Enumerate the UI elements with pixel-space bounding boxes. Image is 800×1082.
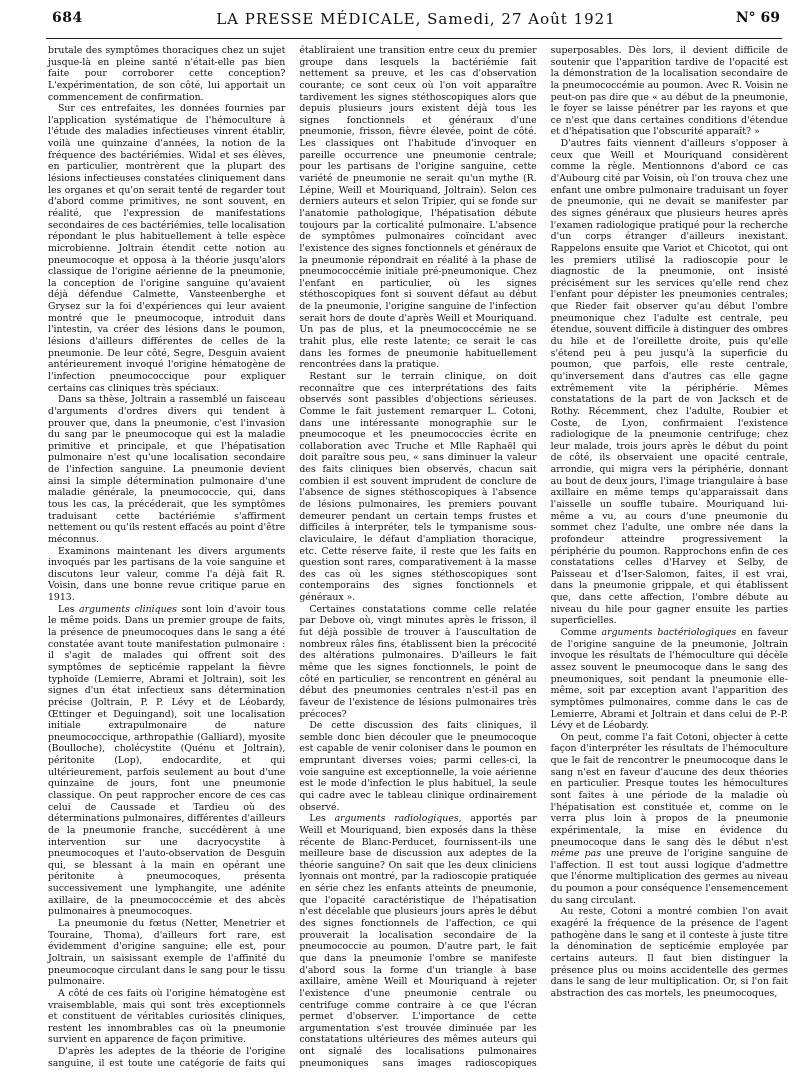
article-paragraph: Certaines constatations comme celle relatée par Debove où, vingt minutes après le frisson, il fut déjà possible de trouver à l'auscultation de nombreux râles fins, établissent bien la précocité des altérations pulmonaires. D'ailleurs le fait même que les signes fonctionnels, le point de côté en particulier, se rencontrent en général au début des pneumonies centrales n'est-il pas en faveur de l'existence de lésions pulmonaires très précoces? [299, 603, 537, 720]
article-paragraph: D'après les adeptes de la théorie de l'origine sanguine, il est toute une catégorie de faits qui établiraient une transition entre ceux du premier groupe dans lesquels la bactériémie fait nettement sa preuve, et les cas d'observation courante; ce sont ceux où l'on voit apparaître tardivement les signes stéthoscopiques alors que depuis plusieurs jours existent déjà tous les signes fonctionnels et généraux d'une pneumonie, frisson, fièvre élevée, point de côté. Les classiques ont l'habitude d'invoquer en pareille occurrence une pneumonie centrale; pour les partisans de l'origine sanguine, cette variété de pneumonie ne serait qu'un mythe (R. Lépine, Weill et Mouriquand, Joltrain). Selon ces derniers auteurs et selon Tripier, qui se fonde sur l'anatomie pathologique, l'hépatisation débute toujours par la corticalité pulmonaire. L'absence de symptômes pulmonaires coïncidant avec l'existence des signes fonctionnels et généraux de la pneumonie répondrait en réalité à la phase de pneumococcémie initiale pré-pneumonique. Chez l'enfant en particulier, où les signes stéthoscopiques font si souvent défaut au début de la pneumonie, l'origine sanguine de l'infection serait hors de doute d'après Weill et Mouriquand. Un pas de plus, et la pneumococcémie ne se trahit plus, elle reste latente; ce serait le cas dans les formes de pneumonie habituellement rencontrées dans la pratique. [48, 45, 537, 1069]
article-paragraph: Dans sa thèse, Joltrain a rassemblé un faisceau d'arguments d'ordres divers qui tendent à prouver que, dans la pneumonie, c'est l'invasion du sang par le pneumocoque qui est la maladie primitive et principale, et que l'hépatisation pulmonaire n'est qu'une localisation secondaire de l'infection sanguine. La pneumonie devient ainsi la simple détermination pulmonaire d'une maladie générale, la pneumococcie, qui, dans tous les cas, la précéderait, que les symptômes traduisant cette bactériémie s'affirment nettement ou qu'ils restent effacés au point d'être méconnus. [48, 394, 286, 545]
article-paragraph: La pneumonie du fœtus (Netter, Menetrier et Touraine, Thoma), d'ailleurs fort rare, est évidemment d'origine sanguine; elle est, pour Joltrain, un saisissant exemple de l'affinité du pneumocoque circulant dans le sang pour le tissu pulmonaire. [48, 918, 286, 988]
article-paragraph: Comme arguments bactériologiques en faveur de l'origine sanguine de la pneumonie, Joltrain invoque les résultats de l'hémoculture qui décèle assez souvent le pneumocoque dans le sang des pneumoniques, soit pendant la pneumonie elle-même, soit par exception avant l'apparition des symptômes pulmonaires, comme dans le cas de Lemierre, Abrami et Joltrain et dans celui de P.-P. Lévy et de Léobardy. [550, 627, 788, 732]
article-paragraph: A côté de ces faits où l'origine hématogène est vraisemblable, mais qui sont très exceptionnels et constituent de véritables curiosités cliniques, restent les innombrables cas où la pneumonie survient en apparence de façon primitive. [48, 987, 286, 1046]
page-number: 684 [52, 10, 83, 26]
issue-date: Samedi, 27 Août 1921 [427, 10, 616, 28]
article-paragraph: brutale des symptômes thoraciques chez un sujet jusque-là en pleine santé n'était-elle pas bien faite pour corroborer cette conception? L'expérimentation, de son côté, lui apportait un commencement de confirmation. [48, 45, 286, 103]
journal-name: LA PRESSE MÉDICALE, [216, 10, 422, 28]
article-paragraph: D'autres faits viennent d'ailleurs s'opposer à ceux que Weill et Mouriquand considèrent comme la règle. Mentionnons d'abord ce cas d'Aubourg cité par Voisin, où l'on trouva chez une enfant une ombre pulmonaire traduisant un foyer de pneumonie, qui ne devait se manifester par des signes généraux que plusieurs heures après l'examen radiologique pratiqué pour la recherche d'un corps étranger d'ailleurs inexistant. Rappelons ensuite que Variot et Chicotot, qui ont les premiers utilisé la radioscopie pour le diagnostic de la pneumonie, ont insisté précisément sur les services qu'elle rend chez l'enfant pour dépister les pneumonies centrales; que Rieder fait observer qu'au début l'ombre pneumonique chez l'adulte est centrale, peu étendue, souvent difficile à distinguer des ombres du hile et de l'oreillette droite, puis qu'elle s'étend peu à peu jusqu'à la superficie du poumon, que parfois, elle reste centrale, qu'inversement dans d'autres cas elle gagne extrêmement vite la périphérie. Mêmes constatations de la part de von Jacksch et de Rothy. Récemment, chez l'adulte, Roubier et Coste, de Lyon, confirmaient l'existence radiologique de la pneumonie centrifuge; chez leur malade, trois jours après le début du point de côté, ils observaient une opacité centrale, arrondie, qui migra vers la périphérie, donnant au bout de deux jours, l'image triangulaire à base axillaire en même temps qu'apparaissait dans l'aisselle un souffle tubaire. Mouriquand lui-même a vu, au cours d'une pneumonie du sommet chez l'adulte, une ombre née dans la profondeur atteindre progressivement la périphérie du poumon. Rapprochons enfin de ces constatations celles d'Harvey et Selby, de Paisseau et d'Iser-Salomon, faites, il est vrai, dans la pneumonie grippale, et qui établissent que, dans cette affection, l'ombre débute au niveau du hile pour gagner ensuite les parties superficielles. [550, 138, 788, 627]
article-paragraph: Examinons maintenant les divers arguments invoqués par les partisans de la voie sanguine et discutons leur valeur, comme l'a déjà fait R. Voisin, dans une bonne revue critique parue en 1913. [48, 545, 286, 604]
article-paragraph: Sur ces entrefaites, les données fournies par l'application systématique de l'hémoculture à l'étude des maladies infectieuses vinrent établir, voilà une quinzaine d'années, la notion de la fréquence des bactériémies. Widal et ses élèves, en particulier, montrèrent que la plupart des lésions infectieuses constatées cliniquement dans les organes et qu'on serait tenté de regarder tout d'abord comme primitives, ne sont souvent, en réalité, que l'expression de manifestations secondaires de ces bactériémies, telle localisation répondant le plus habituellement à telle espèce microbienne. Joltrain étendit cette notion au pneumocoque et opposa à la théorie jusqu'alors classique de l'origine aérienne de la pneumonie, la conception de l'origine sanguine qu'avaient déjà défendue Calmette, Vansteenberghe et Grysez sur la foi d'expériences qui leur avaient montré que le pneumocoque, introduit dans l'intestin, va créer des lésions dans le poumon, lésions d'ailleurs différentes de celles de la pneumonie. De leur côté, Segre, Desguin avaient antérieurement invoqué l'origine hématogène de l'infection pneumococcique pour expliquer certains cas cliniques très spéciaux. [48, 103, 286, 394]
article-paragraph: Au reste, Cotoni a montré combien l'on avait exagéré la fréquence de la présence de l'agent pathogène dans le sang et il conteste à juste titre la dénomination de septicémie employée par certains auteurs. Il faut bien distinguer la présence plus ou moins accidentelle des germes dans le sang de leur multiplication. Or, si l'on fait abstraction des cas mortels, les pneumocoques, [550, 906, 788, 999]
header-rule [46, 38, 782, 39]
issue-number: N° 69 [735, 10, 780, 26]
article-paragraph: De cette discussion des faits cliniques, il semble donc bien découler que le pneumocoque est capable de venir coloniser dans le poumon en empruntant diverses voies; parmi celles-ci, la voie sanguine est exceptionnelle, la voie aérienne est le mode d'infection le plus habituel, la seule qui cadre avec le tableau clinique ordinairement observé. [299, 720, 537, 813]
article-paragraph: Les arguments cliniques sont loin d'avoir tous le même poids. Dans un premier groupe de faits, la présence de pneumocoques dans le sang a été constatée avant toute manifestation pulmonaire : il s'agit de malades qui offrent soit des symptômes de septicémie rappelant la fièvre typhoïde (Lemierre, Abrami et Joltrain), soit les signes d'un état infectieux sans détermination précise (Joltrain, P. P. Lévy et de Léobardy, Œttinger et Deguingand), soit une localisation initiale extrapulmonaire de nature pneumococcique, arthropathie (Galliard), myosite (Boulloche), cholécystite (Quénu et Joltrain), péritonite (Lop), endocardite, et qui ultérieurement, parfois seulement au bout d'une quinzaine de jours, font une pneumonie classique. On peut rapprocher encore de ces cas celui de Caussade et Tardieu où des déterminations pulmonaires, différentes d'ailleurs de la pneumonie franche, succédèrent à une intervention sur une dacryocystite à pneumocoques et l'auto-observation de Desguin qui, se blessant à la main en opérant une péritonite à pneumocoques, présenta successivement une lymphangite, une adénite axillaire, de la pneumococcémie et des abcès pulmonaires à pneumocoques. [48, 603, 286, 918]
article-paragraph: Les arguments radiologiques, apportés par Weill et Mouriquand, bien exposés dans la thèse récente de Blanc-Perducet, fournissent-ils une meilleure base de discussion aux adeptes de la théorie sanguine? On sait que les deux cliniciens lyonnais ont montré, par la radioscopie pratiquée en série chez les enfants atteints de pneumonie, que l'opacité caractéristique de l'hépatisation n'est décelable que plusieurs jours après le début des signes fonctionnels de l'affection, ce qui prouverait la localisation secondaire de la pneumococcie au poumon. D'autre part, le fait que dans la pneumonie l'ombre se manifeste d'abord sous la forme d'un triangle à base axillaire, amène Weill et Mouriquand à rejeter l'existence d'une pneumonie centrale ou centrifuge comme contraire à ce que l'écran permet d'observer. L'importance de cette argumentation s'est trouvée diminuée par les constatations ultérieures des mêmes auteurs qui ont signalé des localisations pulmonaires pneumoniques sans images radioscopiques superposables. Dès lors, il devient difficile de soutenir que l'apparition tardive de l'opacité est la démonstration de la localisation secondaire de la pneumococcémie au poumon. Avec R. Voisin ne peut-on pas dire que « au début de la pneumonie, le foyer se laisse pénétrer par les rayons et que ce n'est que dans certaines conditions d'étendue et d'hépatisation que l'obscurité apparaît? » [299, 45, 788, 1069]
article-paragraph: On peut, comme l'a fait Cotoni, objecter à cette façon d'interpréter les résultats de l'hémoculture que le fait de rencontrer le pneumocoque dans le sang n'est en faveur d'aucune des deux théories en particulier. Presque toutes les hémocultures sont faites à une période de la maladie où l'hépatisation est constituée et, comme on le verra plus loin à propos de la pneumonie expérimentale, la mise en évidence du pneumocoque dans le sang dès le début n'est même pas une preuve de l'origine sanguine de l'affection. Il est tout aussi logique d'admettre que l'énorme multiplication des germes au niveau du poumon a pour conséquence l'ensemencement du sang circulant. [550, 731, 788, 906]
journal-title [52, 10, 780, 28]
article-paragraph: Restant sur le terrain clinique, on doit reconnaître que ces interprétations des faits observés sont passibles d'objections sérieuses. Comme le fait justement remarquer L. Cotoni, dans une intéressante monographie sur le pneumocoque et les pneumococcies écrite en collaboration avec Truche et Mlle Raphaël qui doit paraître sous peu, « sans diminuer la valeur des faits cliniques bien observés, chacun sait combien il est souvent imprudent de conclure de l'absence de signes stéthoscopiques à l'absence de lésions pulmonaires, les premiers pouvant demeurer pendant un certain temps frustes et difficiles à interpréter, tels le tympanisme sous-claviculaire, le défaut d'ampliation thoracique, etc. Cette réserve faite, il reste que les faits en question sont rares, comparativement à la masse des cas où les signes stéthoscopiques sont contemporains des signes fonctionnels et généraux ». [299, 370, 537, 604]
page-header [52, 10, 780, 32]
article-body [48, 45, 788, 1077]
